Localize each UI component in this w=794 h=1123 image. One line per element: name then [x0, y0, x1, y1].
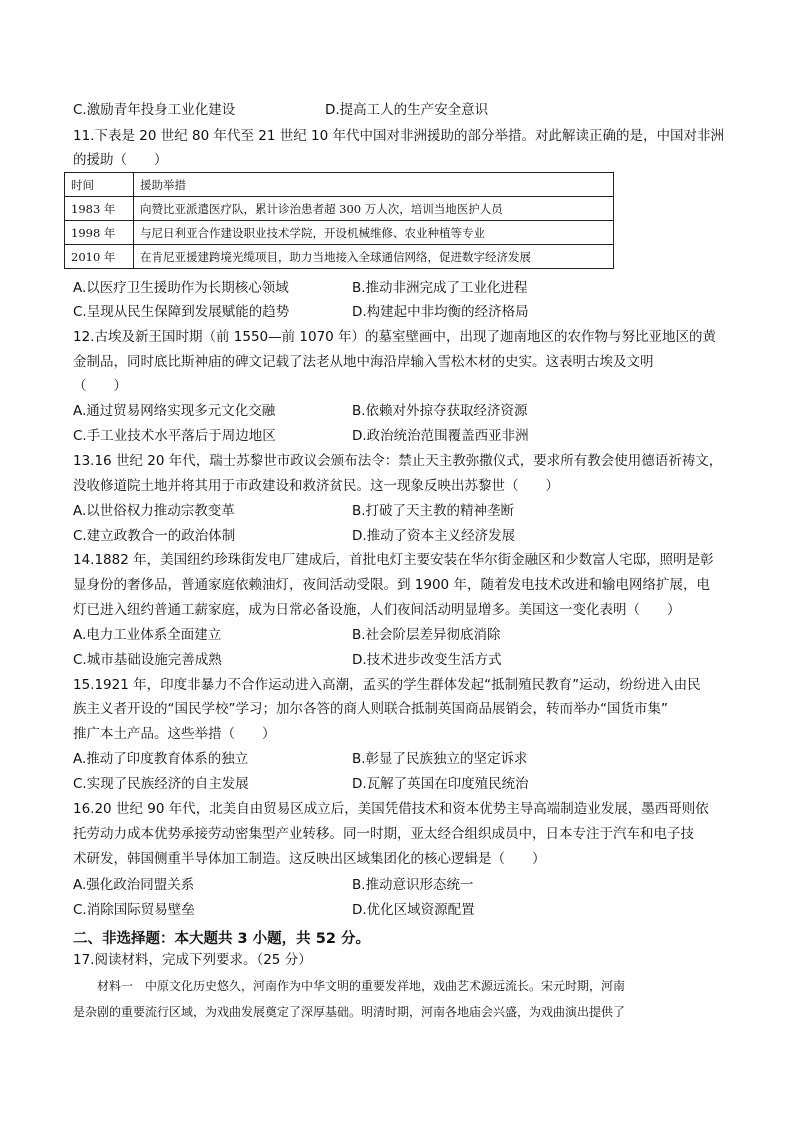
- q13-stem-line1: 13.16 世纪 20 年代，瑞士苏黎世市政议会颁布法令：禁止天主教弥撒仪式，要求所有教会使用德语祈祷文，: [73, 453, 723, 469]
- table-cell-year: 1983 年: [65, 197, 134, 221]
- table-cell-measure: 向赞比亚派遣医疗队，累计诊治患者超 300 万人次，培训当地医护人员: [134, 197, 614, 221]
- q12-stem-line2: 金制品，同时底比斯神庙的碑文记载了法老从地中海沿岸输入雪松木材的史实。这表明古埃及文明: [73, 354, 654, 370]
- q16-stem-line1: 16.20 世纪 90 年代，北美自由贸易区成立后，美国凭借技术和资本优势主导高端制造业发展，墨西哥则依: [73, 801, 709, 817]
- q17-material1-line2: 是杂剧的重要流行区域，为戏曲发展奠定了深厚基础。明清时期，河南各地庙会兴盛，为戏曲演出提供了: [73, 1005, 626, 1019]
- table-row: [65, 197, 614, 221]
- q15-option-d: D.瓦解了英国在印度殖民统治: [352, 776, 529, 792]
- q17-material1-line1: 材料一 中原文化历史悠久，河南作为中华文明的重要发祥地，戏曲艺术源远流长。宋元时期，河南: [73, 979, 626, 993]
- q14-stem-line2: 显身份的奢侈品，普通家庭依赖油灯，夜间活动受限。到 1900 年，随着发电技术改进和输电网络扩展，电: [73, 577, 710, 593]
- q16-option-b: B.推动意识形态统一: [352, 877, 474, 893]
- q15-stem-line2: 族主义者开设的“国民学校”学习；加尔各答的商人则联合抵制英国商品展销会，转而举办“国货市集”: [73, 701, 668, 717]
- q11-option-d: D.构建起中非均衡的经济格局: [352, 304, 529, 320]
- q13-option-b: B.打破了天主教的精神垄断: [352, 503, 515, 519]
- q14-stem-line3: 灯已进入纽约普通工薪家庭，成为日常必备设施，人们夜间活动明显增多。美国这一变化表明（ ）: [73, 602, 681, 618]
- q11-option-b: B.推动非洲完成了工业化进程: [352, 280, 528, 296]
- q13-option-d: D.推动了资本主义经济发展: [352, 528, 516, 544]
- q15-option-a: A.推动了印度教育体系的独立: [73, 751, 249, 767]
- table-header-row: [65, 173, 614, 197]
- table-header-cell: 援助举措: [134, 173, 614, 197]
- q14-stem-line1: 14.1882 年，美国纽约珍珠街发电厂建成后，首批电灯主要安装在华尔街金融区和少数富人宅邸，照明是彰: [73, 552, 714, 568]
- q15-option-b: B.彰显了民族独立的坚定诉求: [352, 751, 528, 767]
- q14-option-d: D.技术进步改变生活方式: [352, 652, 502, 668]
- q14-option-a: A.电力工业体系全面建立: [73, 627, 222, 643]
- q16-stem-line2: 托劳动力成本优势承接劳动密集型产业转移。同一时期，亚太经合组织成员中，日本专注于汽车和电子技: [73, 826, 694, 842]
- q11-option-c: C.呈现从民生保障到发展赋能的趋势: [73, 304, 290, 320]
- q15-option-c: C.实现了民族经济的自主发展: [73, 776, 249, 792]
- table-cell-year: 2010 年: [65, 245, 134, 269]
- q15-stem-line3: 推广本土产品。这些举措（ ）: [73, 726, 276, 742]
- section-heading: 二、非选择题：本大题共 3 小题，共 52 分。: [73, 931, 370, 947]
- q10-option-d: D.提高工人的生产安全意识: [325, 102, 489, 118]
- q15-stem-line1: 15.1921 年，印度非暴力不合作运动进入高潮，孟买的学生群体发起“抵制殖民教育”运动，纷纷进入由民: [73, 677, 701, 693]
- table-cell-measure: 与尼日利亚合作建设职业技术学院，开设机械维修、农业种植等专业: [134, 221, 614, 245]
- q11-stem-line1: 11.下表是 20 世纪 80 年代至 21 世纪 10 年代中国对非洲援助的部分举措。对此解读正确的是，中国对非洲: [73, 128, 725, 144]
- q14-option-b: B.社会阶层差异彻底消除: [352, 627, 501, 643]
- q11-aid-table: [64, 172, 614, 269]
- table-row: [65, 245, 614, 269]
- q11-stem-line2: 的援助（ ）: [73, 152, 168, 168]
- q13-stem-line2: 没收修道院土地并将其用于市政建设和救济贫民。这一现象反映出苏黎世（ ）: [73, 478, 559, 494]
- q13-option-a: A.以世俗权力推动宗教变革: [73, 503, 235, 519]
- table-cell-measure: 在肯尼亚援建跨境光缆项目，助力当地接入全球通信网络，促进数字经济发展: [134, 245, 614, 269]
- q17-stem: 17.阅读材料，完成下列要求。（25 分）: [73, 952, 312, 968]
- q12-option-a: A.通过贸易网络实现多元文化交融: [73, 403, 276, 419]
- q12-option-b: B.依赖对外掠夺获取经济资源: [352, 403, 528, 419]
- q14-option-c: C.城市基础设施完善成熟: [73, 652, 222, 668]
- q16-stem-line3: 术研发，韩国侧重半导体加工制造。这反映出区域集团化的核心逻辑是（ ）: [73, 851, 546, 867]
- table-header-cell: 时间: [65, 173, 134, 197]
- table-row: [65, 221, 614, 245]
- q13-option-c: C.建立政教合一的政治体制: [73, 528, 236, 544]
- q12-stem-line3: （ ）: [73, 378, 127, 394]
- q12-option-d: D.政治统治范围覆盖西亚非洲: [352, 428, 529, 444]
- q16-option-d: D.优化区域资源配置: [352, 902, 475, 918]
- q16-option-c: C.消除国际贸易壁垒: [73, 902, 195, 918]
- q11-option-a: A.以医疗卫生援助作为长期核心领域: [73, 280, 289, 296]
- q16-option-a: A.强化政治同盟关系: [73, 877, 195, 893]
- table-cell-year: 1998 年: [65, 221, 134, 245]
- q12-option-c: C.手工业技术水平落后于周边地区: [73, 428, 276, 444]
- q10-option-c: C.激励青年投身工业化建设: [73, 102, 236, 118]
- q12-stem-line1: 12.古埃及新王国时期（前 1550—前 1070 年）的墓室壁画中，出现了迦南地区的农作物与努比亚地区的黄: [73, 329, 717, 345]
